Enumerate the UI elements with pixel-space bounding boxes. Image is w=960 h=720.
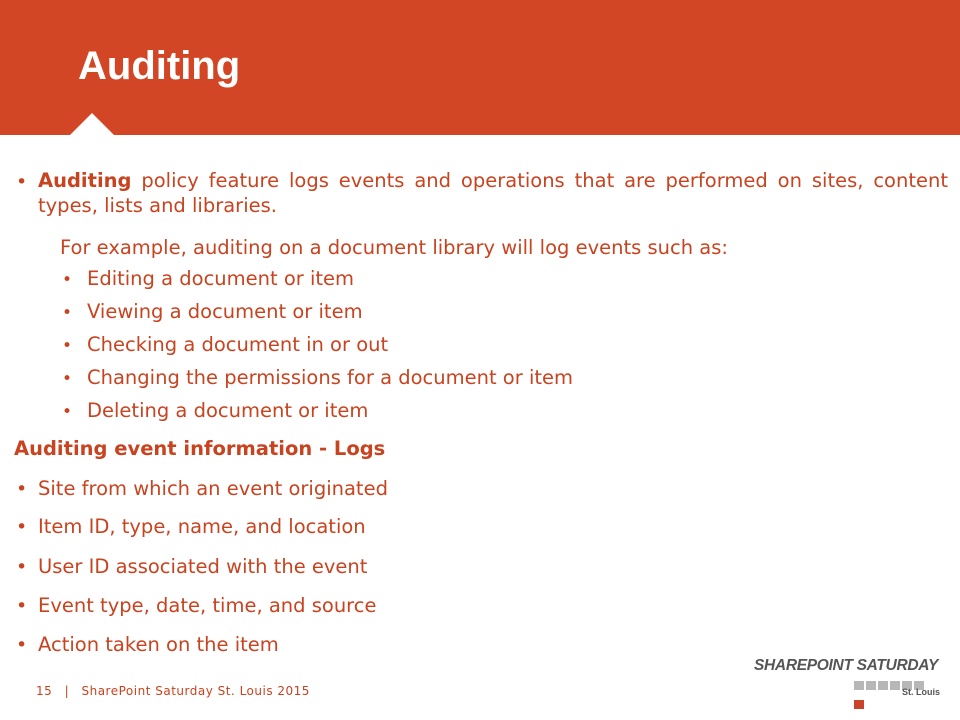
bullet-dot: • <box>62 369 73 389</box>
logo-sub-text: St. Louis <box>902 687 940 697</box>
bullet-dot: • <box>62 336 73 356</box>
sharepoint-saturday-logo <box>754 657 940 703</box>
bullet-dot: • <box>16 478 28 500</box>
bullet-dot: • <box>16 171 28 193</box>
bullet-dot: • <box>16 516 28 538</box>
log-item: Site from which an event originated <box>38 477 388 500</box>
banner-notch <box>69 113 115 136</box>
logo-main-text: SHAREPOINT SATURDAY <box>754 657 939 674</box>
slide-title: Auditing <box>78 44 241 88</box>
footer-separator: | <box>64 684 70 698</box>
bullet-dot: • <box>62 270 73 290</box>
page-number: 15 <box>36 684 53 698</box>
footer-event-name: SharePoint Saturday St. Louis 2015 <box>81 684 310 698</box>
bullet-dot: • <box>16 556 28 578</box>
example-text: For example, auditing on a document library will log events such as: <box>60 236 728 259</box>
event-item: Deleting a document or item <box>87 399 369 422</box>
event-item: Checking a document in or out <box>87 333 389 356</box>
event-item: Changing the permissions for a document or item <box>87 366 574 389</box>
title-banner <box>0 0 960 135</box>
event-item: Viewing a document or item <box>87 300 363 323</box>
bullet-dot: • <box>16 634 28 656</box>
log-item: Event type, date, time, and source <box>38 594 377 617</box>
log-item: Action taken on the item <box>38 633 279 656</box>
intro-bold-term: Auditing <box>38 169 132 192</box>
bullet-dot: • <box>16 595 28 617</box>
intro-text: policy feature logs events and operations that are performed on sites, content types, lists and libraries. <box>38 169 948 217</box>
logs-heading: Auditing event information - Logs <box>14 437 386 460</box>
intro-paragraph <box>38 168 948 218</box>
bullet-dot: • <box>62 303 73 323</box>
event-item: Editing a document or item <box>87 267 355 290</box>
log-item: Item ID, type, name, and location <box>38 515 366 538</box>
slide-footer <box>36 684 310 698</box>
log-item: User ID associated with the event <box>38 555 368 578</box>
bullet-dot: • <box>62 402 73 422</box>
